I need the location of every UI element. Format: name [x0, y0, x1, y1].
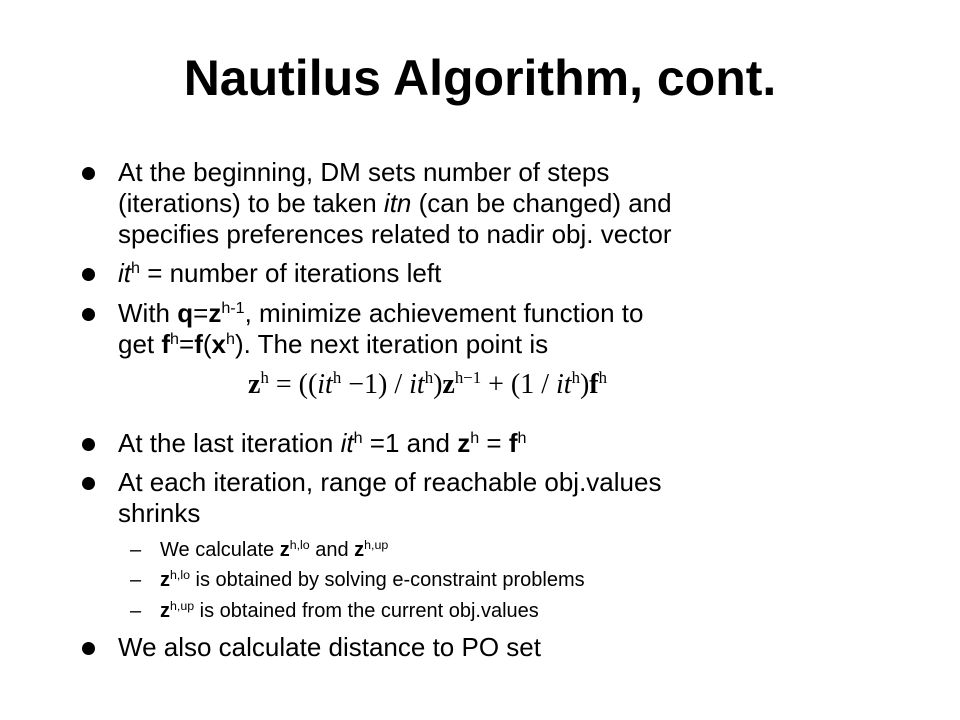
formula-it: it — [556, 369, 572, 400]
superscript: h — [598, 367, 608, 387]
it-term: it — [118, 258, 131, 288]
z-term: z — [457, 428, 471, 458]
text-segment: get — [118, 329, 162, 359]
bullet-beginning-line1: At the beginning, DM sets number of steps — [118, 157, 610, 187]
formula-it: it — [409, 369, 425, 400]
text-segment: (can be changed) and — [411, 188, 672, 218]
bullet-range-line2: shrinks — [118, 498, 201, 528]
superscript: h — [517, 429, 527, 448]
bullet-iterations-left — [118, 258, 918, 289]
iteration-formula — [248, 367, 688, 403]
formula-z: z — [248, 369, 261, 400]
itn-term: itn — [383, 188, 412, 218]
superscript: h — [170, 330, 180, 349]
text-segment: , minimize achievement function to — [244, 298, 644, 328]
superscript: h — [571, 367, 580, 387]
f-term: f — [161, 329, 171, 359]
text-segment: and — [309, 539, 355, 561]
bullet-range-shrinks — [118, 467, 918, 529]
bullet-minimize — [118, 298, 918, 360]
z-term: z — [354, 539, 365, 561]
formula-segment: = (( — [268, 369, 318, 400]
superscript: h — [424, 367, 434, 387]
bullet-last-iteration — [118, 428, 918, 459]
text-segment: = — [479, 428, 509, 458]
text-segment: With — [118, 298, 178, 328]
superscript: h,lo — [289, 538, 310, 553]
superscript: h — [353, 429, 363, 448]
x-term: x — [211, 329, 227, 359]
bullet-range-line1: At each iteration, range of reachable obj.values — [118, 467, 662, 497]
bullet-minimize-line1 — [118, 298, 918, 329]
z-term: z — [160, 569, 170, 591]
superscript: h−1 — [454, 367, 482, 387]
superscript: h-1 — [221, 299, 245, 318]
z-term: z — [160, 600, 170, 622]
subbullet-calculate — [160, 538, 860, 563]
bullet-beginning — [118, 157, 918, 250]
superscript: h — [226, 330, 235, 349]
formula-segment: ) — [433, 369, 443, 400]
f-term: f — [508, 428, 518, 458]
formula-f: f — [589, 369, 599, 400]
it-term: it — [340, 428, 354, 458]
superscript: h,up — [170, 599, 195, 614]
formula-it: it — [317, 369, 333, 400]
text-segment: is obtained from the current obj.values — [194, 600, 539, 622]
bullet-distance: We also calculate distance to PO set — [118, 632, 918, 663]
z-term: z — [279, 539, 290, 561]
superscript: h — [131, 259, 140, 278]
text-segment: = — [193, 298, 209, 328]
subbullet-zup — [160, 599, 860, 624]
text-segment: At the last iteration — [118, 428, 341, 458]
subbullet-zlo — [160, 568, 860, 593]
text-segment: =1 and — [362, 428, 458, 458]
superscript: h — [332, 367, 342, 387]
text-segment: is obtained by solving e-constraint problems — [189, 569, 585, 591]
text-segment: We calculate — [160, 539, 280, 561]
superscript: h — [470, 429, 480, 448]
text-segment: (iterations) to be taken — [118, 188, 384, 218]
superscript: h,lo — [170, 568, 190, 583]
superscript: h — [260, 367, 269, 387]
formula-segment: ) — [579, 369, 590, 400]
f-term: f — [194, 329, 203, 359]
formula-segment: −1) / — [341, 369, 410, 400]
q-term: q — [177, 298, 194, 328]
formula-z: z — [442, 369, 455, 400]
bullet-minimize-line2 — [118, 329, 918, 360]
formula-segment: + (1 / — [481, 369, 557, 400]
z-term: z — [208, 298, 222, 328]
bullet-beginning-line2 — [118, 188, 918, 219]
superscript: h,up — [364, 538, 389, 553]
bullet-beginning-line3: specifies preferences related to nadir obj. vector — [118, 219, 672, 249]
slide-title: Nautilus Algorithm, cont. — [183, 50, 777, 106]
text-segment: ). The next iteration point is — [234, 329, 549, 359]
text-segment: = number of iterations left — [139, 258, 442, 288]
text-segment: = — [179, 329, 195, 359]
text-segment: ( — [202, 329, 212, 359]
